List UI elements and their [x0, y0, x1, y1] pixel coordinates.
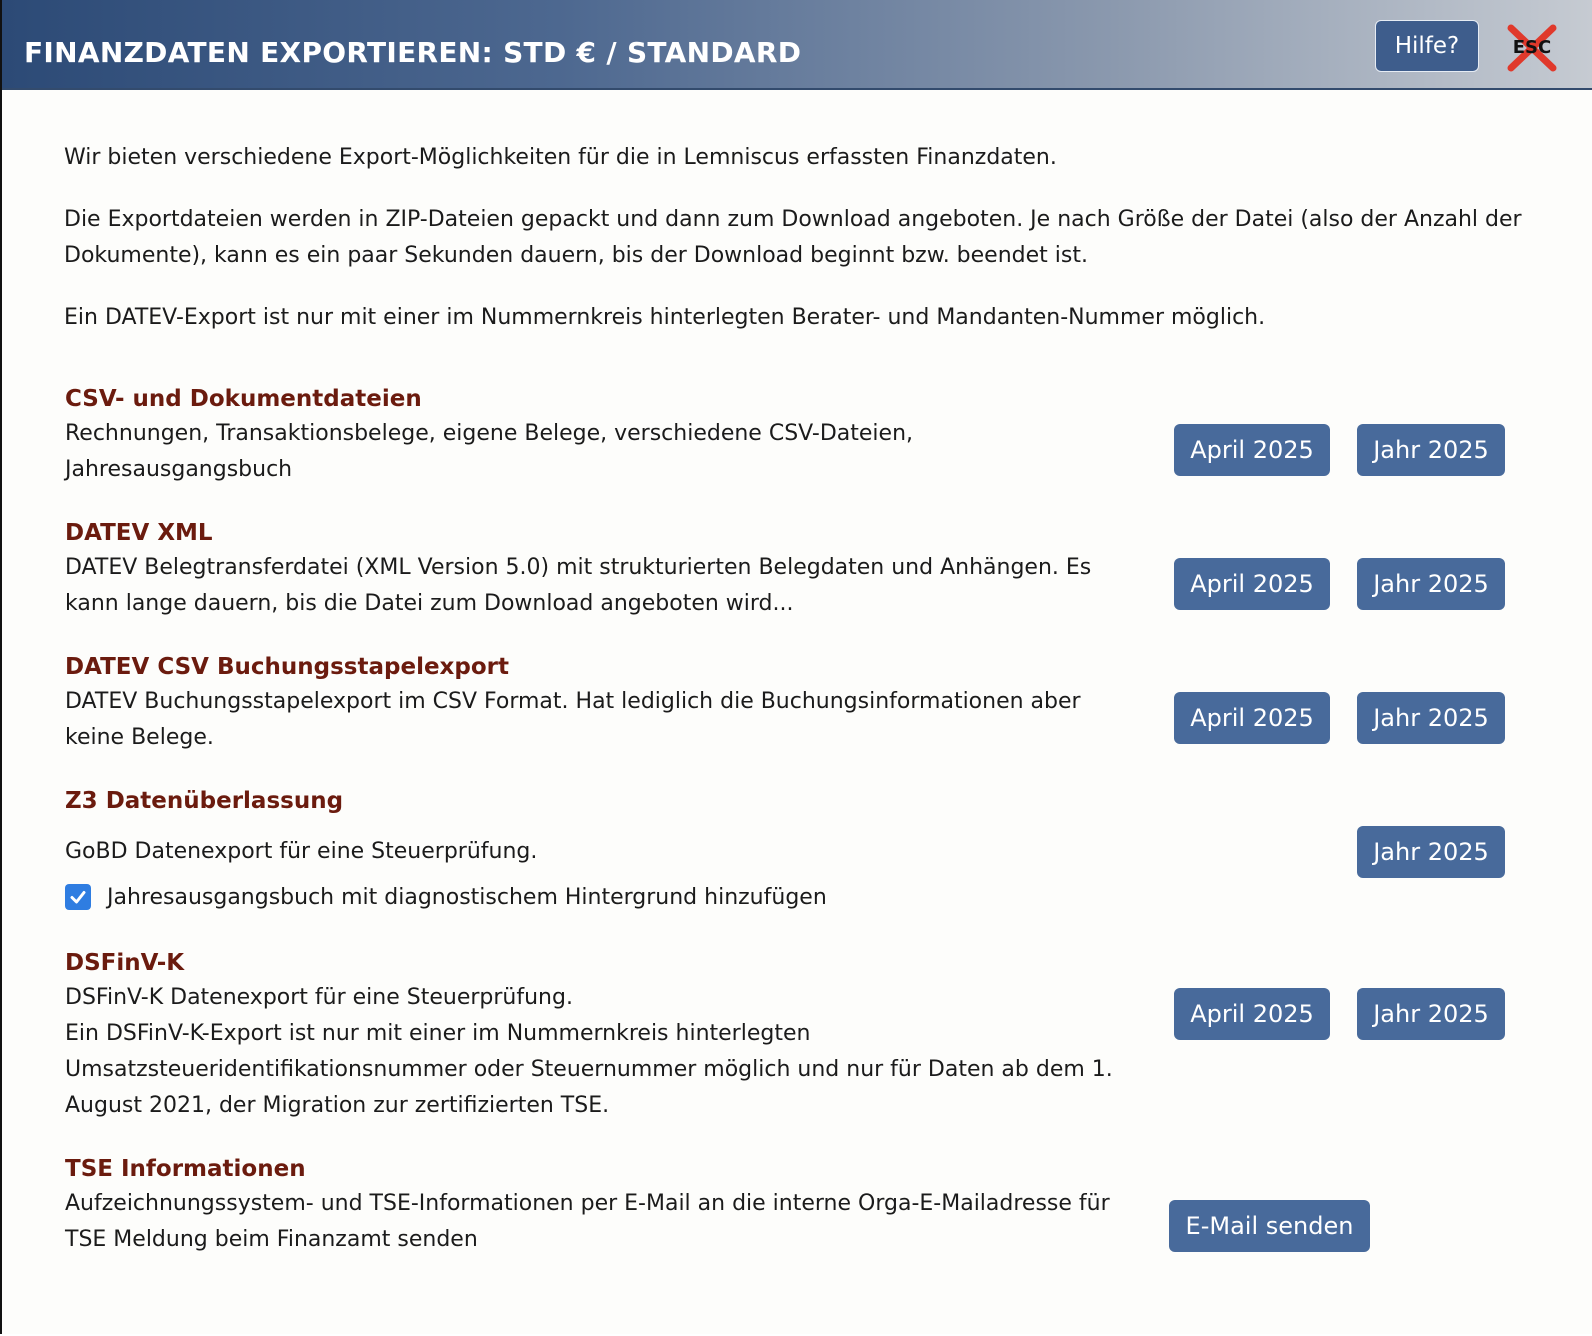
csv-month-button[interactable]: April 2025: [1174, 424, 1330, 476]
section-title: DSFinV-K: [65, 950, 185, 976]
svg-text:ESC: ESC: [1512, 37, 1552, 58]
section-datev-csv: [65, 650, 1525, 756]
intro-text-3: Ein DATEV-Export ist nur mit einer im Nummernkreis hinterlegten Berater- und Mandanten-Nummer möglich.: [64, 305, 1266, 330]
datev-xml-year-button[interactable]: Jahr 2025: [1357, 558, 1505, 610]
datev-xml-month-button[interactable]: April 2025: [1174, 558, 1330, 610]
dsfinvk-month-button[interactable]: April 2025: [1174, 988, 1330, 1040]
datev-csv-month-button[interactable]: April 2025: [1174, 692, 1330, 744]
email-send-button[interactable]: E-Mail senden: [1169, 1200, 1370, 1252]
section-title: TSE Informationen: [65, 1156, 306, 1182]
dialog-content: [64, 140, 1524, 362]
title-bar: [2, 0, 1592, 90]
intro-text-1: Wir bieten verschiedene Export-Möglichkeiten für die in Lemniscus erfassten Finanzdaten.: [64, 145, 1057, 170]
datev-csv-year-button[interactable]: Jahr 2025: [1357, 692, 1505, 744]
z3-year-button[interactable]: Jahr 2025: [1357, 826, 1505, 878]
section-datev-xml: [65, 516, 1525, 622]
esc-close-icon: [1505, 22, 1559, 74]
section-title: CSV- und Dokumentdateien: [65, 386, 422, 412]
section-description: DATEV Belegtransferdatei (XML Version 5.0) mit strukturierten Belegdaten und Anhängen. Es kann lange dauern, bis die Datei zum Download angeboten wird...: [65, 555, 1092, 616]
section-description: DATEV Buchungsstapelexport im CSV Format. Hat lediglich die Buchungsinformationen aber keine Belege.: [65, 689, 1081, 750]
section-z3: [65, 784, 1525, 910]
section-description: Rechnungen, Transaktionsbelege, eigene Belege, verschiedene CSV-Dateien, Jahresausgangsbuch: [65, 421, 914, 482]
section-description: GoBD Datenexport für eine Steuerprüfung.: [65, 839, 538, 864]
z3-checkbox[interactable]: [65, 884, 91, 910]
section-description-2: Ein DSFinV-K-Export ist nur mit einer im Nummernkreis hinterlegten Umsatzsteueridentifikationsnummer oder Steuernummer möglich und nur für Daten ab dem 1. August 2021, der Migration zur zertifizierten TSE.: [65, 1021, 1113, 1118]
csv-year-button[interactable]: Jahr 2025: [1357, 424, 1505, 476]
help-button[interactable]: Hilfe?: [1375, 20, 1479, 72]
close-button[interactable]: [1505, 22, 1559, 74]
section-description-1: DSFinV-K Datenexport für eine Steuerprüfung.: [65, 985, 573, 1010]
dsfinvk-year-button[interactable]: Jahr 2025: [1357, 988, 1505, 1040]
section-title: Z3 Datenüberlassung: [65, 788, 344, 814]
section-title: DATEV XML: [65, 520, 213, 546]
section-tse: [65, 1152, 1525, 1258]
section-csv: [65, 382, 1525, 488]
section-title: DATEV CSV Buchungsstapelexport: [65, 654, 509, 680]
checkmark-icon: [69, 888, 87, 906]
checkbox-label: Jahresausgangsbuch mit diagnostischem Hintergrund hinzufügen: [107, 884, 827, 910]
intro-text-2: Die Exportdateien werden in ZIP-Dateien gepackt und dann zum Download angeboten. Je nach Größe der Datei (also der Anzahl der Dokumente), kann es ein paar Sekunden dauern, bis der Download beginnt bzw. beendet ist.: [64, 207, 1522, 268]
section-dsfinvk: [65, 946, 1525, 1124]
z3-checkbox-row: [65, 884, 1525, 910]
section-description: Aufzeichnungssystem- und TSE-Informationen per E-Mail an die interne Orga-E-Mailadresse für TSE Meldung beim Finanzamt senden: [65, 1191, 1110, 1252]
dialog-title: FINANZDATEN EXPORTIEREN: STD € / STANDARD: [24, 36, 802, 69]
